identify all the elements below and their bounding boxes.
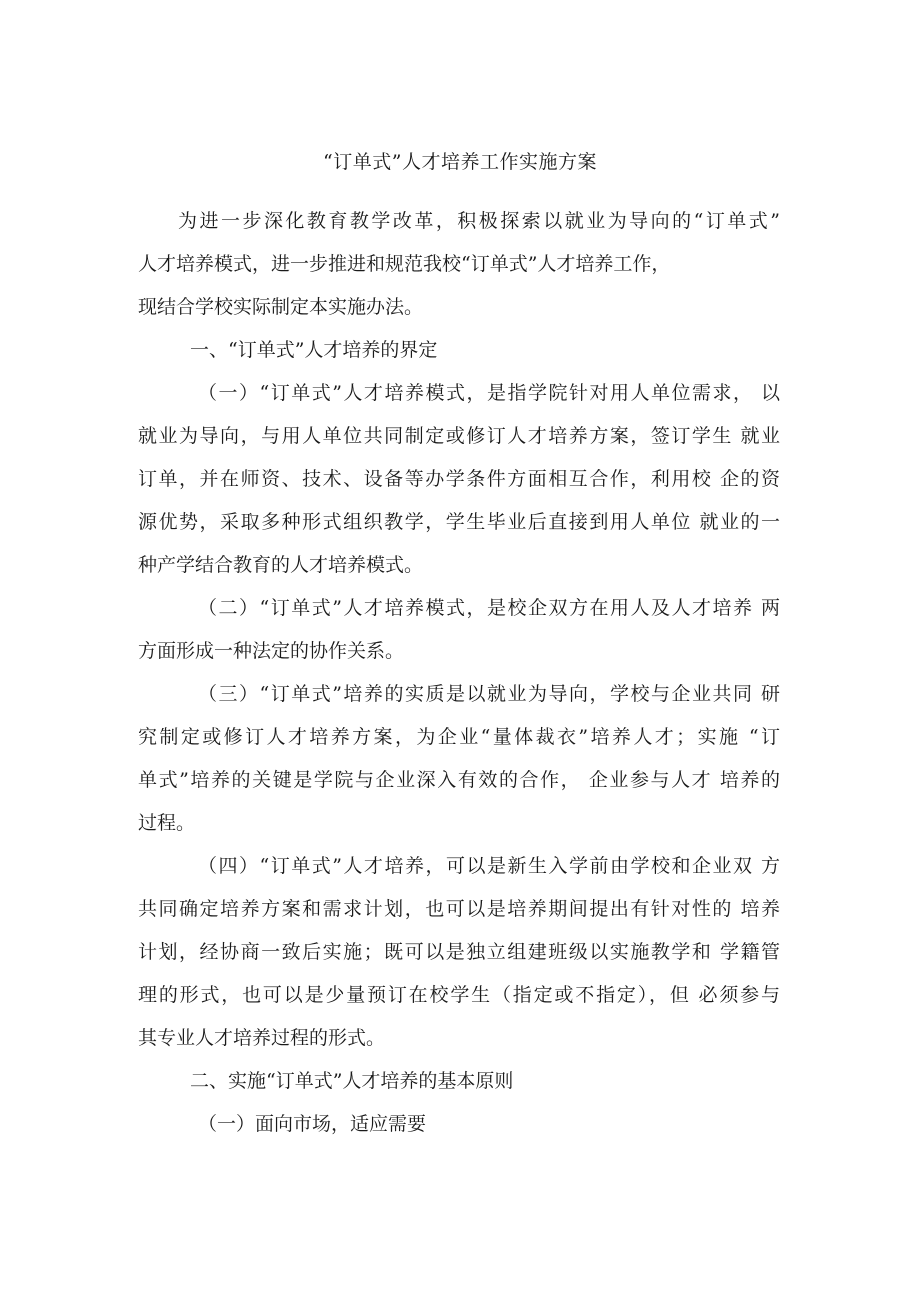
item-2-paragraph [138, 587, 780, 673]
intro-paragraph [138, 200, 780, 329]
section-2-item-1 [138, 1103, 780, 1146]
document-body [138, 200, 780, 1146]
item-4-paragraph [138, 845, 780, 1060]
item-line: 其专业人才培养过程的形式。 [138, 1027, 386, 1049]
item-line: （一）面向市场，适应需要 [198, 1113, 427, 1135]
document-title: “订单式”人才培养工作实施方案 [323, 151, 597, 173]
section-1-heading [138, 329, 780, 372]
section-2-heading [138, 1060, 780, 1103]
item-line: （二）“订单式”人才培养模式，是校企双方在用人及人才培养 两 [198, 597, 780, 619]
item-line: 源优势，采取多种形式组织教学，学生毕业后直接到用人单位 就业的一 [138, 511, 780, 533]
intro-line: 人才培养模式，进一步推进和规范我校“订单式”人才培养工作， [138, 253, 671, 275]
item-1-paragraph [138, 372, 780, 587]
item-line: 过程。 [138, 812, 196, 834]
item-line: 种产学结合教育的人才培养模式。 [138, 554, 424, 576]
item-line: （三）“订单式”培养的实质是以就业为导向，学校与企业共同 研 [198, 683, 780, 705]
item-line: （四）“订单式”人才培养，可以是新生入学前由学校和企业双 方 [198, 855, 780, 877]
intro-line: 现结合学校实际制定本实施办法。 [138, 296, 424, 318]
section-heading-text: 二、实施“订单式”人才培养的基本原则 [190, 1070, 514, 1092]
item-line: （一）“订单式”人才培养模式，是指学院针对用人单位需求， 以 [198, 382, 780, 404]
section-heading-text: 一、“订单式”人才培养的界定 [190, 339, 438, 361]
intro-line: 为进一步深化教育教学改革，积极探索以就业为导向的“订单式” [178, 210, 780, 232]
item-line: 方面形成一种法定的协作关系。 [138, 640, 405, 662]
item-line: 就业为导向，与用人单位共同制定或修订人才培养方案，签订学生 就业 [138, 425, 780, 447]
item-line: 共同确定培养方案和需求计划，也可以是培养期间提出有针对性的 培养 [138, 898, 780, 920]
item-line: 计划，经协商一致后实施；既可以是独立组建班级以实施教学和 学籍管 [138, 941, 780, 963]
item-line: 究制定或修订人才培养方案，为企业“量体裁衣”培养人才；实施 “订 [138, 726, 780, 748]
item-3-paragraph [138, 673, 780, 845]
item-line: 订单，并在师资、技术、设备等办学条件方面相互合作，利用校 企的资 [138, 468, 780, 490]
item-line: 理的形式，也可以是少量预订在校学生（指定或不指定），但 必须参与 [138, 984, 780, 1006]
item-line: 单式”培养的关键是学院与企业深入有效的合作， 企业参与人才 培养的 [138, 769, 780, 791]
